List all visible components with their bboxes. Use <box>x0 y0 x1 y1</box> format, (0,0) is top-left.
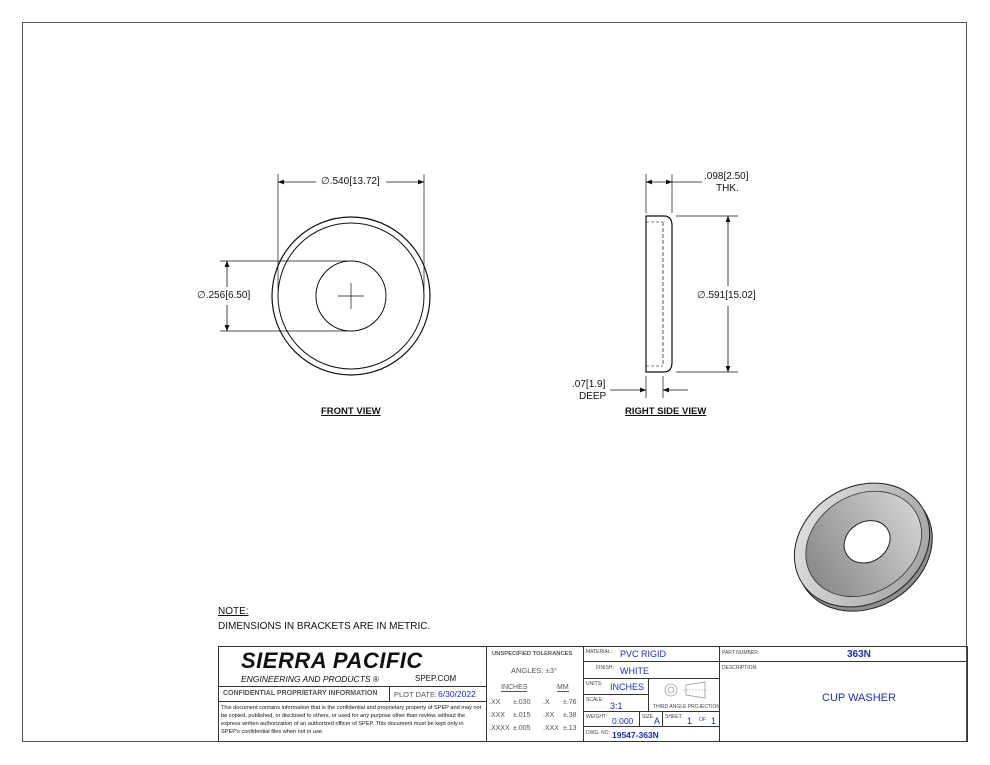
outer-dia-dimension <box>321 176 380 187</box>
bracket-close: ] <box>602 379 606 390</box>
tol-in-value: ±.015 <box>513 712 531 719</box>
company-cell <box>218 646 487 687</box>
inner-dia-dimension <box>197 290 250 301</box>
tol-mm-value: ±.38 <box>563 712 577 719</box>
of-label: OF <box>699 717 706 723</box>
bracket-open: [ <box>725 290 728 301</box>
right-side-view <box>610 174 738 398</box>
company-subtitle: ENGINEERING AND PRODUCTS <box>241 674 371 684</box>
tol-in-value: ±.030 <box>513 699 531 706</box>
description-value: CUP WASHER <box>822 692 896 704</box>
outer-dia-inch: ∅.540 <box>321 176 350 187</box>
tol-mm-format: .XX <box>543 712 555 719</box>
bracket-open: [ <box>723 171 727 182</box>
bracket-open: [ <box>225 290 228 301</box>
right-view-label: RIGHT SIDE VIEW <box>625 406 707 417</box>
units-label: UNITS: <box>586 681 603 687</box>
tol-in-format: .XX <box>489 699 501 706</box>
plot-date-value: 6/30/2022 <box>438 689 476 699</box>
units-value: INCHES <box>610 682 645 692</box>
mm-header: MM <box>557 684 569 691</box>
bracket-close: ] <box>745 171 749 182</box>
depth-inch: .07 <box>572 379 586 390</box>
size-label: SIZE <box>642 714 654 720</box>
angles-tolerance: ANGLES: ±3° <box>511 666 557 675</box>
sheet-value: 1 <box>687 716 693 726</box>
third-angle-projection-icon <box>650 680 720 704</box>
thk-label: THK. <box>716 183 739 194</box>
isometric-view <box>771 458 956 636</box>
units-cell <box>583 678 649 695</box>
company-name: SIERRA PACIFIC <box>241 648 423 673</box>
projection-cell <box>648 678 720 712</box>
scale-label: SCALE: <box>586 697 604 703</box>
side-dia-mm: 15.02 <box>727 290 753 301</box>
inner-dia-mm: 6.50 <box>227 290 248 301</box>
tolerances-cell <box>486 646 584 742</box>
tol-mm-format: .X <box>543 699 550 706</box>
note-text: DIMENSIONS IN BRACKETS ARE IN METRIC. <box>218 621 431 632</box>
material-label: MATERIAL: <box>586 649 613 655</box>
weight-value: 0.000 <box>612 716 634 726</box>
finish-cell <box>583 661 720 679</box>
bracket-open: [ <box>585 379 589 390</box>
registered-mark: ® <box>373 675 379 684</box>
website: SPEP.COM <box>415 674 457 683</box>
description-label: DESCRIPTION: <box>722 665 758 671</box>
thickness-mm: 2.50 <box>726 171 746 182</box>
bracket-close: ] <box>247 290 251 301</box>
confidential-title: CONFIDENTIAL PROPRIETARY INFORMATION <box>223 690 378 697</box>
outer-dia-mm: 13.72 <box>351 176 377 187</box>
deep-label: DEEP <box>579 391 607 402</box>
side-dia-inch: ∅.591 <box>697 290 726 301</box>
projection-label: THIRD ANGLE PROJECTION <box>653 704 720 710</box>
depth-mm: 1.9 <box>588 379 603 390</box>
bracket-close: ] <box>377 176 380 187</box>
confidential-title-cell <box>218 686 390 702</box>
inner-dia-inch: ∅.256 <box>197 290 226 301</box>
sheets-value: 1 <box>711 716 717 726</box>
confidential-text-cell <box>218 701 487 742</box>
size-cell <box>639 711 663 727</box>
tol-in-value: ±.005 <box>513 725 531 732</box>
part-number-value: 363N <box>847 649 871 660</box>
sheet-label: SHEET <box>665 714 682 720</box>
material-value: PVC RIGID <box>620 649 667 659</box>
tol-in-format: .XXX <box>489 712 505 719</box>
plot-date-label: PLOT DATE: <box>394 690 438 699</box>
side-dia-dimension <box>697 290 756 301</box>
dwg-no-cell <box>583 726 720 742</box>
description-cell <box>719 661 968 742</box>
bracket-close: ] <box>753 290 756 301</box>
scale-cell <box>583 694 649 712</box>
plot-date-cell <box>389 686 487 702</box>
thickness-inch: .098 <box>704 171 724 182</box>
title-block <box>218 646 968 742</box>
bracket-open: [ <box>349 176 352 187</box>
tolerances-title: UNSPECIFIED TOLERANCES <box>492 651 573 657</box>
tol-in-format: .XXXX <box>489 725 510 732</box>
finish-label: FINISH: <box>596 665 614 671</box>
depth-dimension <box>572 379 605 390</box>
finish-value: WHITE <box>620 666 649 676</box>
size-value: A <box>654 716 661 726</box>
weight-cell <box>583 711 640 727</box>
part-number-cell <box>719 646 968 662</box>
tol-mm-format: .XXX <box>543 725 559 732</box>
scale-value: 3:1 <box>610 701 623 711</box>
front-view-label: FRONT VIEW <box>321 406 381 417</box>
dwg-no-value: 19547-363N <box>612 730 659 740</box>
front-view <box>220 174 430 375</box>
thickness-dimension <box>704 171 749 182</box>
material-cell <box>583 646 720 662</box>
tol-mm-value: ±.76 <box>563 699 577 706</box>
tol-mm-value: ±.13 <box>563 725 577 732</box>
note-heading: NOTE: <box>218 606 249 617</box>
confidential-text: This document contains information that is the confidential and proprietary property of SPEP and may not be copied, published, or disclosed to others, or used for any purpose other than review, without the express written authorization of an authorized officer of SPEP. This document must be kept only in SPEP's confidential files when not in use. <box>221 705 482 735</box>
dwg-no-label: DWG. NO: <box>586 730 610 736</box>
part-number-label: PART NUMBER: <box>722 650 760 656</box>
inches-header: INCHES <box>501 684 528 691</box>
sheet-cell <box>662 711 720 727</box>
weight-label: WEIGHT: <box>586 714 607 720</box>
